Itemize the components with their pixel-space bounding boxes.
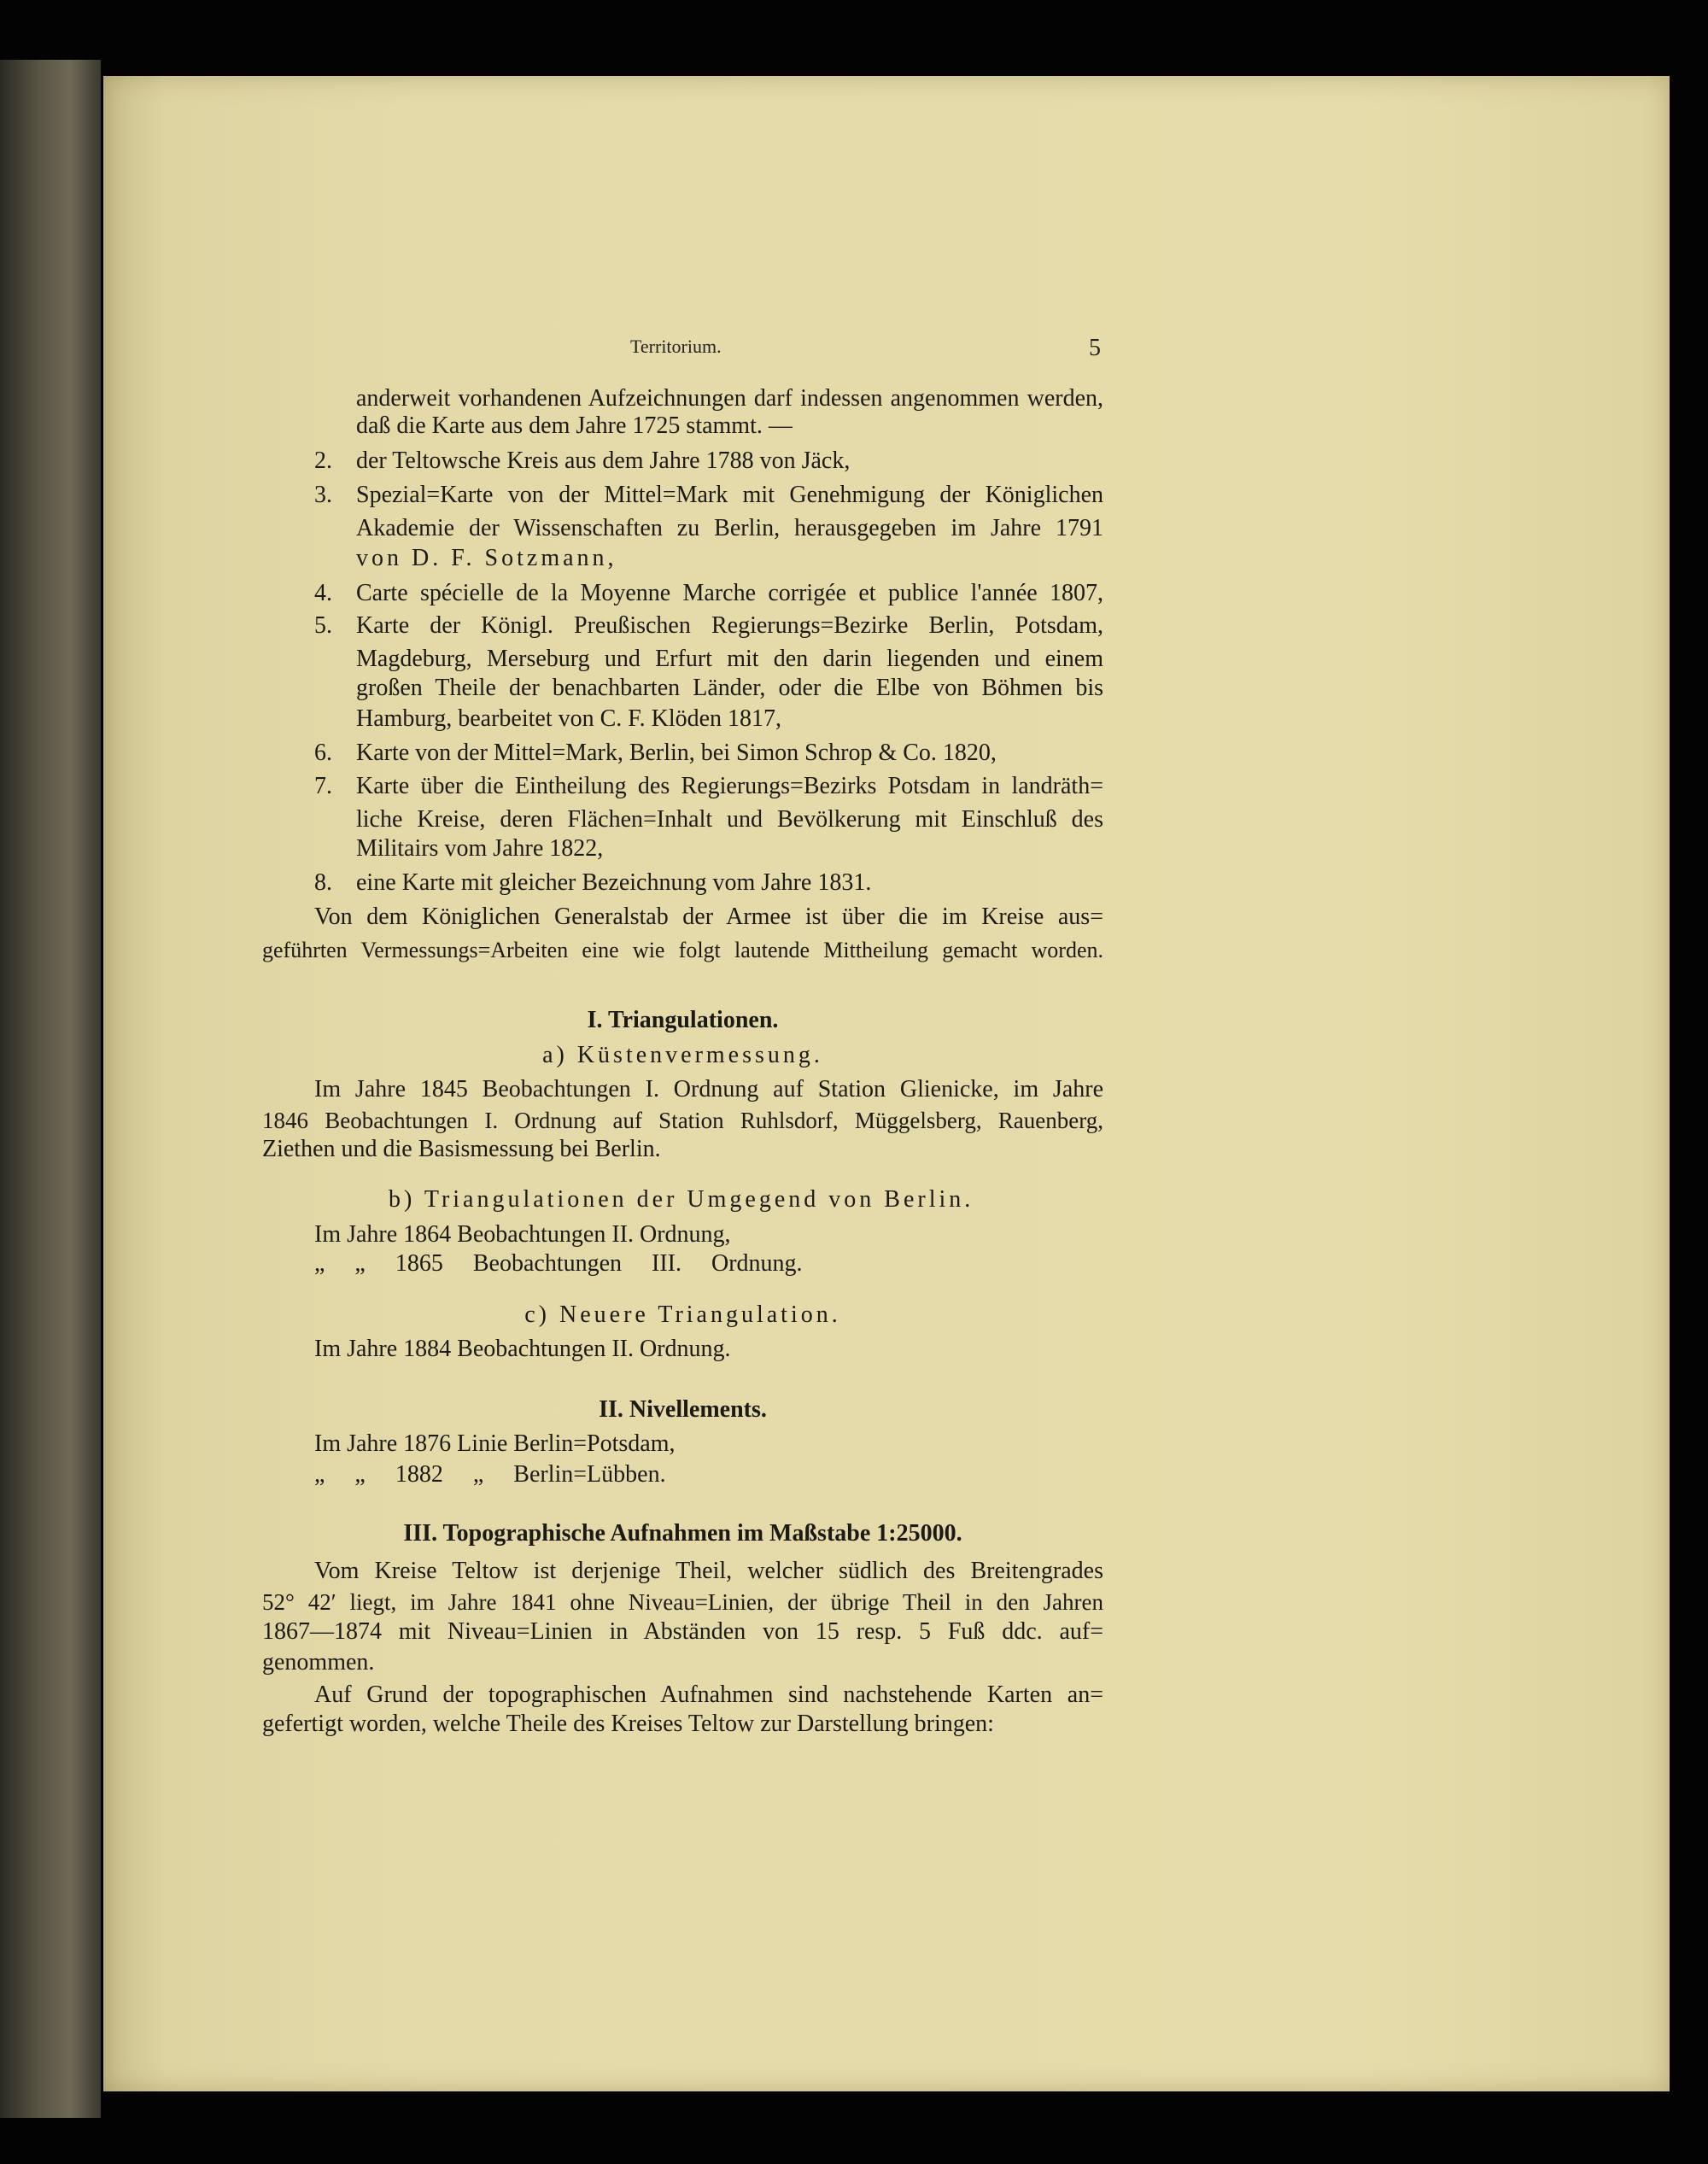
subsection-heading: c) Neuere Triangulation. <box>524 1301 841 1328</box>
list-item: Magdeburg, Merseburg und Erfurt mit den darin liegenden und einem <box>356 646 1103 672</box>
list-item: Akademie der Wissenschaften zu Berlin, herausgegeben im Jahre 1791 <box>356 515 1103 541</box>
text-line: geführten Vermessungs=Arbeiten eine wie folgt lautende Mittheilung gemacht worden. <box>262 938 1103 962</box>
text-line: Im Jahre 1876 Linie Berlin=Potsdam, <box>314 1430 676 1457</box>
list-item: eine Karte mit gleicher Bezeichnung vom Jahre 1831. <box>356 869 872 896</box>
section-heading: II. Nivellements. <box>599 1396 767 1423</box>
text-line: Vom Kreise Teltow ist derjenige Theil, welcher südlich des Breitengrades <box>314 1558 1103 1584</box>
text-line: „ „ 1882 „ Berlin=Lübben. <box>314 1461 666 1488</box>
text-line: Auf Grund der topographischen Aufnahmen sind nachstehende Karten an= <box>314 1681 1103 1708</box>
text-line: daß die Karte aus dem Jahre 1725 stammt. — <box>356 412 793 439</box>
text-line: 52° 42′ liegt, im Jahre 1841 ohne Niveau=Linien, der übrige Theil in den Jahren <box>262 1589 1103 1615</box>
text-line: Im Jahre 1845 Beobachtungen I. Ordnung auf Station Glienicke, im Jahre <box>314 1076 1103 1102</box>
list-item: liche Kreise, deren Flächen=Inhalt und Bevölkerung mit Einschluß des <box>356 806 1103 833</box>
text-line: 1867—1874 mit Niveau=Linien in Abständen von 15 resp. 5 Fuß ddc. auf= <box>262 1618 1103 1645</box>
list-item: Spezial=Karte von der Mittel=Mark mit Genehmigung der Königlichen <box>356 482 1103 508</box>
list-number: 4. <box>314 580 332 606</box>
text-line: 1846 Beobachtungen I. Ordnung auf Station Ruhlsdorf, Müggelsberg, Rauenberg, <box>262 1108 1103 1133</box>
list-number: 7. <box>314 773 332 799</box>
page-number: 5 <box>1089 335 1101 361</box>
subsection-heading: a) Küstenvermessung. <box>542 1042 823 1068</box>
text-line: Ziethen und die Basismessung bei Berlin. <box>262 1136 661 1162</box>
list-number: 2. <box>314 447 332 474</box>
previous-page-edge <box>0 60 101 2118</box>
list-item: Hamburg, bearbeitet von C. F. Klöden 1817, <box>356 705 782 732</box>
list-number: 5. <box>314 612 332 639</box>
text-line: Im Jahre 1884 Beobachtungen II. Ordnung. <box>314 1336 731 1362</box>
running-header-title: Territorium. <box>630 336 722 357</box>
text-line: gefertigt worden, welche Theile des Kreises Teltow zur Darstellung bringen: <box>262 1711 994 1737</box>
text-line: anderweit vorhandenen Aufzeichnungen darf indessen angenommen werden, <box>356 385 1103 412</box>
list-item: der Teltowsche Kreis aus dem Jahre 1788 von Jäck, <box>356 447 851 474</box>
list-item: Karte von der Mittel=Mark, Berlin, bei Simon Schrop & Co. 1820, <box>356 740 997 766</box>
list-item: Karte über die Eintheilung des Regierungs=Bezirks Potsdam in landräth= <box>356 773 1103 799</box>
text-line: genommen. <box>262 1649 375 1676</box>
text-line: „ „ 1865 Beobachtungen III. Ordnung. <box>314 1250 803 1277</box>
list-number: 3. <box>314 482 332 508</box>
list-number: 8. <box>314 869 332 896</box>
subsection-heading: b) Triangulationen der Umgegend von Berlin. <box>389 1186 974 1213</box>
list-number: 6. <box>314 740 332 766</box>
list-item: großen Theile der benachbarten Länder, oder die Elbe von Böhmen bis <box>356 675 1103 701</box>
list-item: von D. F. Sotzmann, <box>356 545 617 571</box>
list-item: Carte spécielle de la Moyenne Marche corrigée et publice l'année 1807, <box>356 580 1103 606</box>
text-line: Im Jahre 1864 Beobachtungen II. Ordnung, <box>314 1221 731 1248</box>
section-heading: III. Topographische Aufnahmen im Maßstabe 1:25000. <box>403 1520 962 1547</box>
section-heading: I. Triangulationen. <box>587 1007 779 1033</box>
list-item: Militairs vom Jahre 1822, <box>356 835 604 862</box>
text-line: Von dem Königlichen Generalstab der Armee ist über die im Kreise aus= <box>314 904 1103 930</box>
list-item: Karte der Königl. Preußischen Regierungs=Bezirke Berlin, Potsdam, <box>356 612 1103 639</box>
